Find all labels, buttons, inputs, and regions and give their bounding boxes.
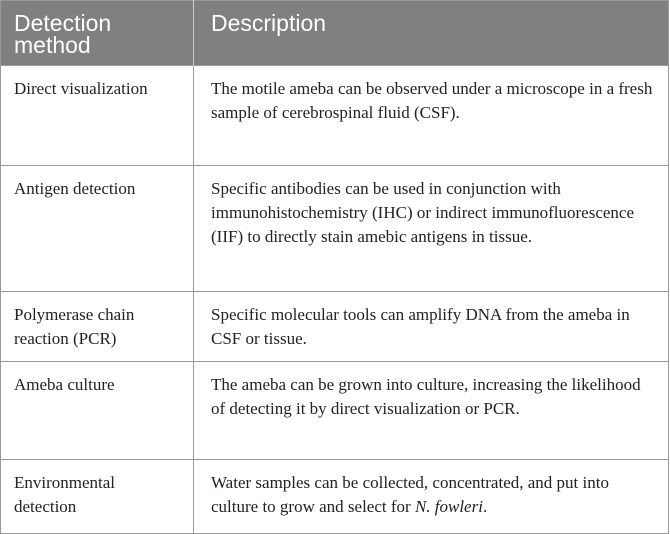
table-row xyxy=(1,292,669,362)
description-cell: Specific antibodies can be used in conjunction with immunohistochemistry (IHC) or indirect immunofluorescence (IIF) to directly stain amebic antigens in tissue. xyxy=(194,166,669,292)
header-description: Description xyxy=(194,1,669,66)
header-detection-method: Detection method xyxy=(1,1,194,66)
description-cell: The ameba can be grown into culture, increasing the likelihood of detecting it by direct visualization or PCR. xyxy=(194,362,669,460)
organism-name: N. fowleri xyxy=(414,497,483,516)
table-row xyxy=(1,362,669,460)
description-cell: The motile ameba can be observed under a microscope in a fresh sample of cerebrospinal fluid (CSF). xyxy=(194,66,669,166)
method-cell: Polymerase chain reaction (PCR) xyxy=(1,292,194,362)
table-row xyxy=(1,66,669,166)
description-cell xyxy=(194,460,669,534)
method-cell: Ameba culture xyxy=(1,362,194,460)
method-cell: Environmental detection xyxy=(1,460,194,534)
table-row xyxy=(1,460,669,534)
table-row xyxy=(1,166,669,292)
description-suffix: . xyxy=(482,497,488,516)
method-cell: Direct visualization xyxy=(1,66,194,166)
method-cell: Antigen detection xyxy=(1,166,194,292)
description-text: Water samples can be collected, concentrated, and put into culture to grow and select for xyxy=(211,473,609,516)
description-cell: Specific molecular tools can amplify DNA from the ameba in CSF or tissue. xyxy=(194,292,669,362)
header-row xyxy=(1,1,669,66)
